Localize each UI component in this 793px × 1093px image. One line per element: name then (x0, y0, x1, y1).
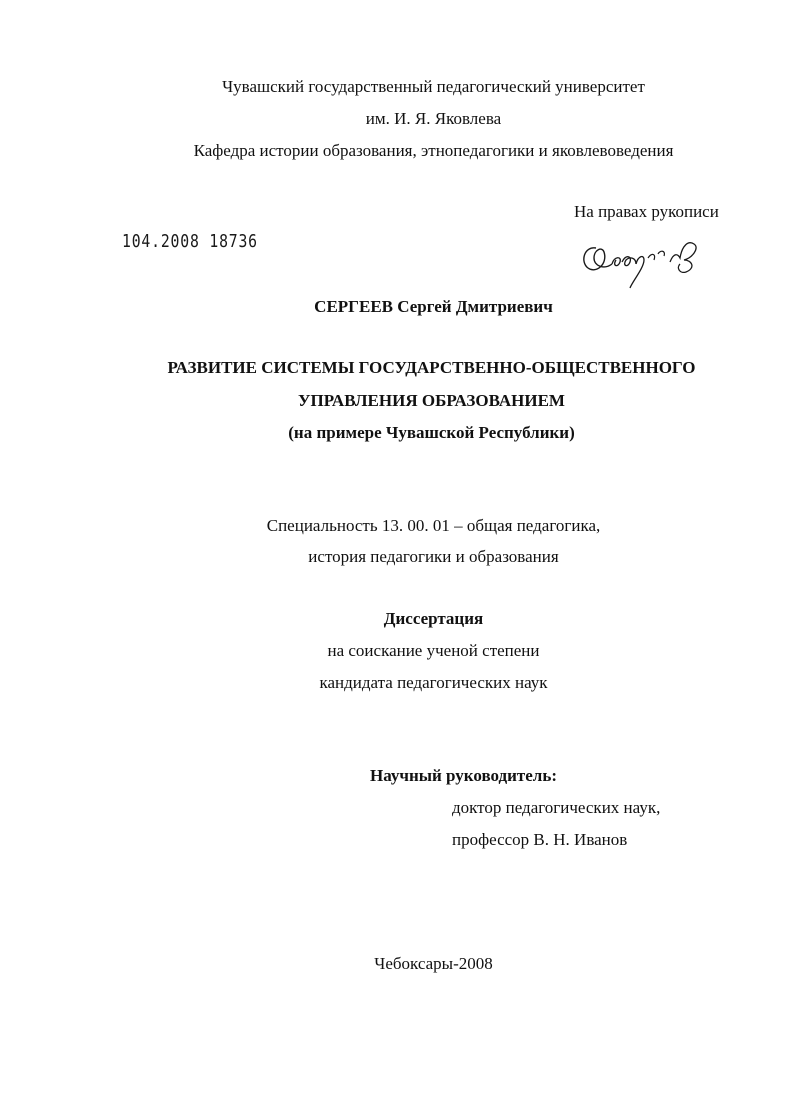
supervisor-label: Научный руководитель: (370, 766, 557, 785)
specialty-line-1: Специальность 13. 00. 01 – общая педагогика, (266, 516, 601, 535)
dissertation-title-line-2: УПРАВЛЕНИЯ ОБРАЗОВАНИЕМ (298, 391, 565, 410)
specialty-line-2: история педагогики и образования (308, 547, 559, 566)
university-honorific: им. И. Я. Яковлева (365, 109, 502, 128)
dissertation-title-line-1: РАЗВИТИЕ СИСТЕМЫ ГОСУДАРСТВЕННО-ОБЩЕСТВЕННОГО (167, 358, 696, 377)
department-name: Кафедра истории образования, этнопедагогики и яковлевоведения (193, 141, 674, 160)
city-year: Чебоксары-2008 (374, 954, 493, 973)
dissertation-title-subtitle: (на примере Чувашской Республики) (288, 423, 575, 442)
university-name: Чувашский государственный педагогический университет (222, 77, 645, 96)
dissertation-label: Диссертация (383, 609, 484, 628)
author-signature (574, 228, 714, 290)
supervisor-degree: доктор педагогических наук, (452, 798, 661, 817)
archive-stamp-number: 104.2008 18736 (122, 231, 258, 252)
author-name: СЕРГЕЕВ Сергей Дмитриевич (314, 297, 553, 316)
supervisor-name: профессор В. Н. Иванов (452, 830, 628, 849)
degree-line-1: на соискание ученой степени (327, 641, 540, 660)
degree-line-2: кандидата педагогических наук (319, 673, 548, 692)
manuscript-note: На правах рукописи (574, 202, 719, 221)
